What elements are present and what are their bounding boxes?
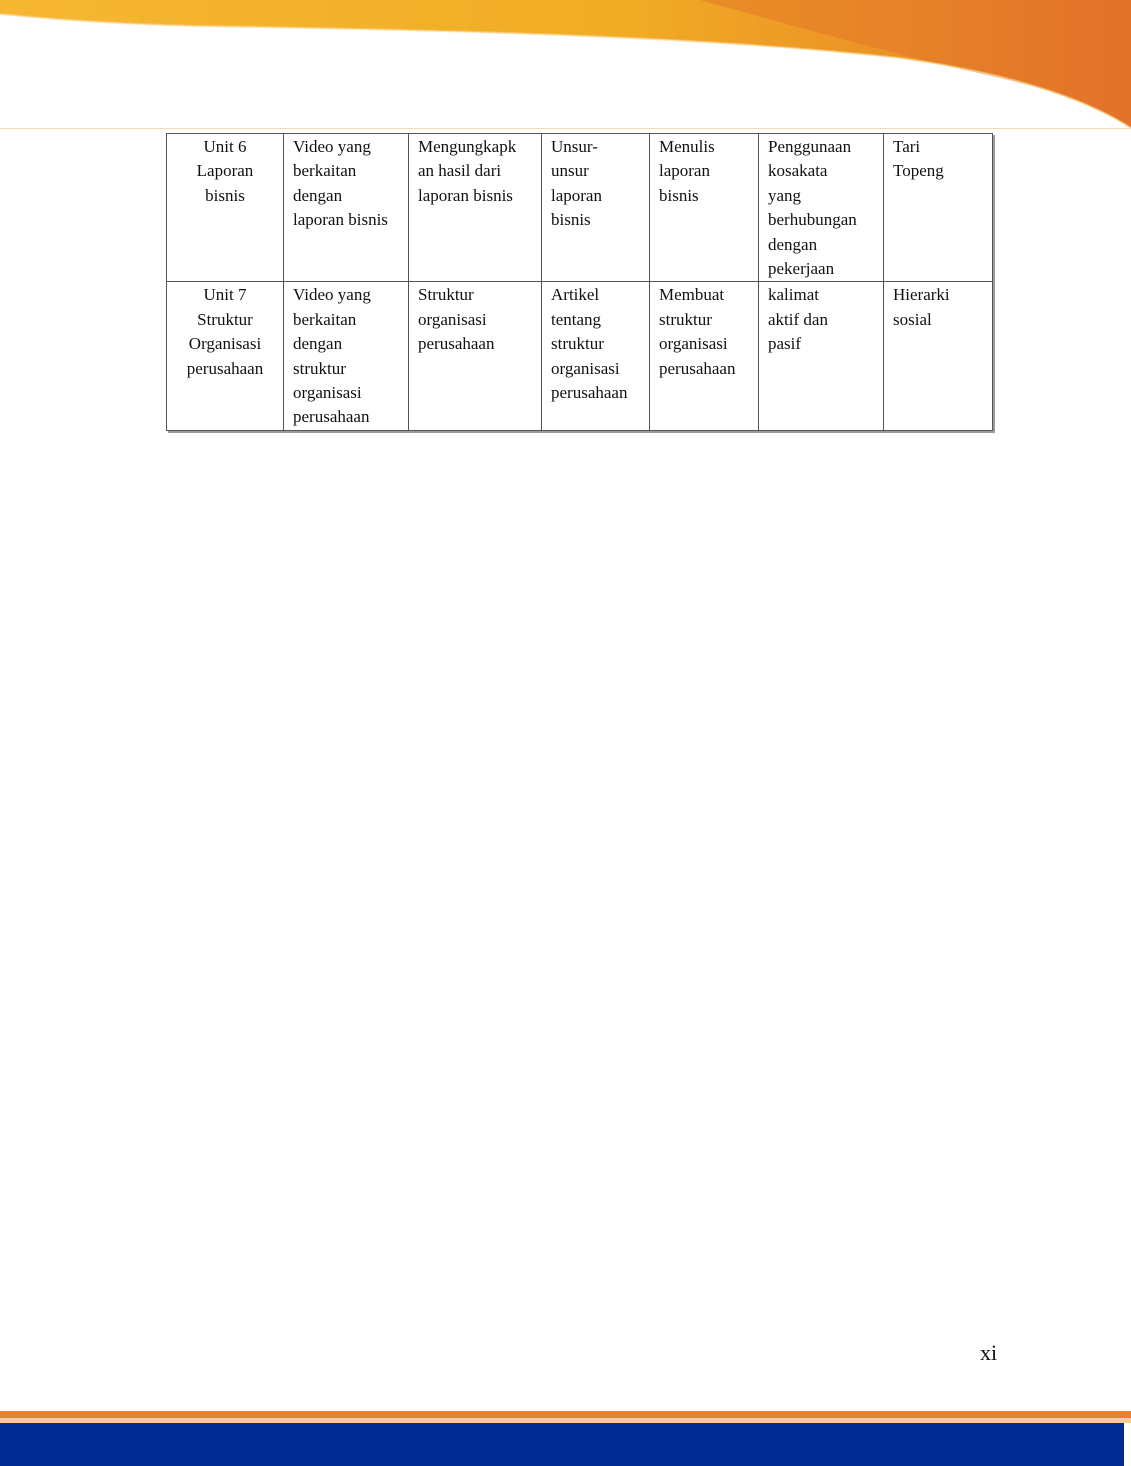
- table-cell: Membuat struktur organisasi perusahaan: [650, 282, 759, 430]
- syllabus-table: [166, 133, 993, 431]
- header-decoration: [0, 0, 1131, 135]
- table-cell: Video yang berkaitan dengan laporan bisnis: [284, 134, 409, 282]
- table-cell: Penggunaan kosakata yang berhubungan dengan pekerjaan: [759, 134, 884, 282]
- table-cell: Mengungkapk an hasil dari laporan bisnis: [409, 134, 542, 282]
- table-cell: Artikel tentang struktur organisasi perusahaan: [542, 282, 650, 430]
- header-rule: [0, 128, 1131, 129]
- table-cell: kalimat aktif dan pasif: [759, 282, 884, 430]
- unit-cell: Unit 7 Struktur Organisasi perusahaan: [167, 282, 284, 430]
- footer-blue-bar: [0, 1423, 1124, 1466]
- table-cell: Hierarki sosial: [884, 282, 993, 430]
- table-row: [167, 282, 993, 430]
- table-row: [167, 134, 993, 282]
- unit-cell: Unit 6 Laporan bisnis: [167, 134, 284, 282]
- table-cell: Video yang berkaitan dengan struktur organisasi perusahaan: [284, 282, 409, 430]
- table-cell: Struktur organisasi perusahaan: [409, 282, 542, 430]
- table-cell: Menulis laporan bisnis: [650, 134, 759, 282]
- footer-orange-line: [0, 1411, 1131, 1418]
- table-cell: Tari Topeng: [884, 134, 993, 282]
- page-number: xi: [980, 1340, 998, 1365]
- table-cell: Unsur- unsur laporan bisnis: [542, 134, 650, 282]
